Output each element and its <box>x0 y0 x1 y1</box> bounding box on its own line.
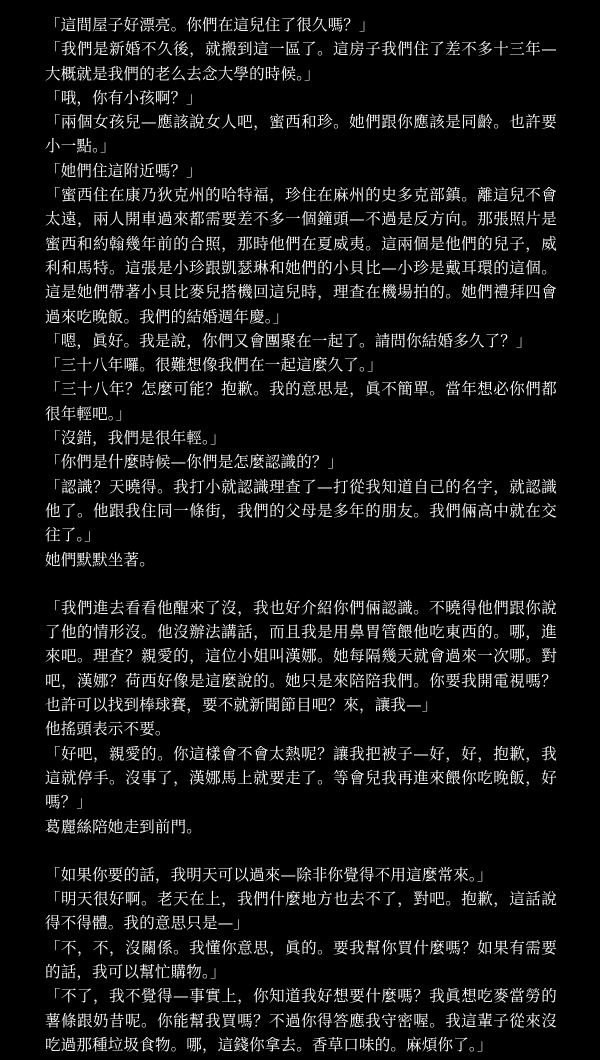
narration-paragraph: 她們默默坐著。 <box>45 550 155 569</box>
dialogue-paragraph: 「她們住這附近嗎？」 <box>45 161 203 180</box>
dialogue-paragraph: 「這間屋子好漂亮。你們在這兒住了很久嗎？」 <box>45 16 375 34</box>
dialogue-paragraph: 「明天很好啊。老天在上，我們什麼地方也去不了，對吧。抱歉，這話說得不得體。我的意思只是—」 <box>45 890 557 933</box>
dialogue-paragraph: 「蜜西住在康乃狄克州的哈特福，珍住在麻州的史多克部鎮。離這兒不會太遠，兩人開車過來都需要差不多一個鐘頭—不過是反方向。那張照片是蜜西和約翰幾年前的合照，那時他們在夏威夷。這兩個是他們的兒子，威利和馬特。這張是小珍跟凱瑟琳和她們的小貝比—小珍是戴耳環的這個。這是她們帶著小貝比麥兒搭機回這兒時，理查在機場拍的。她們禮拜四會過來吃晚飯。我們的結婚週年慶。」 <box>45 186 557 326</box>
dialogue-paragraph: 「我們進去看看他醒來了沒，我也好介紹你們倆認識。不曉得他們跟你說了他的情形沒。他沒辦法講話，而且我是用鼻胃管餵他吃東西的。哪，進來吧。理查？親愛的，這位小姐叫漢娜。她每隔幾天就會過來一次哪。對吧，漢娜？荷西好像是這麼說的。她只是來陪陪我們。你要我開電視嗎？也許可以找到棒球賽，要不就新聞節目吧？來，讓我—」 <box>45 598 557 715</box>
dialogue-paragraph: 「不，不，沒關係。我懂你意思，眞的。要我幫你買什麼嗎？如果有需要的話，我可以幫忙購物。」 <box>45 938 557 981</box>
dialogue-paragraph: 「嗯，眞好。我是說，你們又會團聚在一起了。請問你結婚多久了？」 <box>45 331 532 350</box>
dialogue-paragraph: 「如果你要的話，我明天可以過來—除非你覺得不用這麼常來。」 <box>45 865 493 884</box>
dialogue-paragraph: 「哦，你有小孩啊？」 <box>45 88 203 107</box>
dialogue-paragraph: 「不了，我不覺得—事實上，你知道我好想要什麼嗎？我眞想吃麥當勞的薯條跟奶昔呢。你能幫我買嗎？不過你得答應我守密喔。我這輩子從來沒吃過那種垃圾食物。哪，這錢你拿去。香草口味的。麻煩你了。」 <box>45 987 557 1054</box>
section-break <box>45 572 557 596</box>
section-break <box>45 839 557 863</box>
dialogue-paragraph: 「認識？天曉得。我打小就認識理查了—打從我知道自己的名字，就認識他了。他跟我住同一條街，我們的父母是多年的朋友。我們倆高中就在交往了。」 <box>45 477 557 545</box>
dialogue-paragraph: 「好吧，親愛的。你這樣會不會太熱呢？讓我把被子—好，好，抱歉，我這就停手。沒事了，漢娜馬上就要走了。等會兒我再進來餵你吃晚飯，好嗎？」 <box>45 744 557 812</box>
dialogue-paragraph: 「沒錯，我們是很年輕。」 <box>45 429 226 448</box>
dialogue-paragraph: 「三十八年？怎麼可能？抱歉。我的意思是，眞不簡單。當年想必你們都很年輕吧。」 <box>45 380 557 423</box>
narration-paragraph: 葛麗絲陪她走到前門。 <box>45 817 203 836</box>
narration-paragraph: 他搖頭表示不要。 <box>45 720 171 739</box>
dialogue-paragraph: 「你們是什麼時候—你們是怎麼認識的？」 <box>45 453 344 472</box>
dialogue-paragraph: 「我們是新婚不久後，就搬到這一區了。這房子我們住了差不多十三年—大概就是我們的老么去念大學的時候。」 <box>45 40 557 83</box>
dialogue-paragraph: 「兩個女孩兒—應該說女人吧，蜜西和珍。她們跟你應該是同齡。也許要小一點。」 <box>45 113 557 156</box>
dialogue-paragraph: 「三十八年囉。很難想像我們在一起這麼久了。」 <box>45 356 383 375</box>
